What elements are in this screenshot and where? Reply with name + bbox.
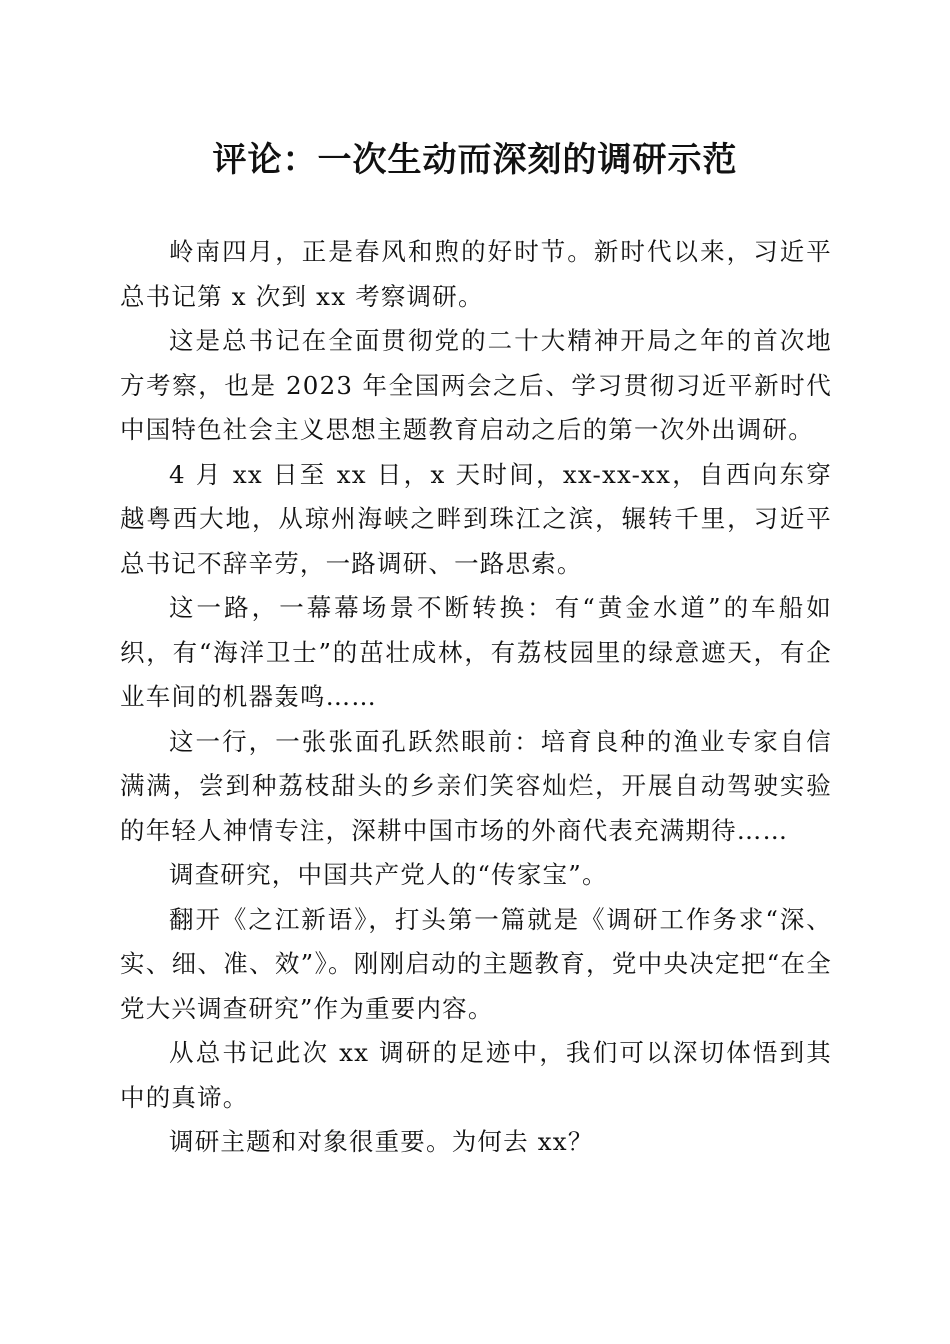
paragraph: 这一行，一张张面孔跃然眼前：培育良种的渔业专家自信满满，尝到种荔枝甜头的乡亲们笑容灿烂，开展自动驾驶实验的年轻人神情专注，深耕中国市场的外商代表充满期待…… [120, 726, 832, 845]
paragraph: 调查研究，中国共产党人的“传家宝”。 [169, 860, 608, 889]
paragraph: 这一路，一幕幕场景不断转换：有“黄金水道”的车船如织，有“海洋卫士”的茁壮成林，有荔枝园里的绿意遮天，有企业车间的机器轰鸣…… [120, 593, 832, 711]
document-title: 评论：一次生动而深刻的调研示范 [212, 140, 738, 180]
paragraph: 4 月 xx 日至 xx 日，x 天时间，xx-xx-xx，自西向东穿越粤西大地，从琼州海峡之畔到珠江之滨，辗转千里，习近平总书记不辞辛劳，一路调研、一路思索。 [120, 459, 832, 578]
paragraph: 调研主题和对象很重要。为何去 xx？ [169, 1127, 594, 1156]
paragraph: 这是总书记在全面贯彻党的二十大精神开局之年的首次地方考察，也是 2023 年全国两会之后、学习贯彻习近平新时代中国特色社会主义思想主题教育启动之后的第一次外出调研。 [120, 326, 832, 444]
paragraph: 翻开《之江新语》，打头第一篇就是《调研工作务求“深、实、细、准、效”》。刚刚启动的主题教育，党中央决定把“在全党大兴调查研究”作为重要内容。 [120, 904, 832, 1023]
document-body [120, 230, 832, 1165]
paragraph: 岭南四月，正是春风和煦的好时节。新时代以来，习近平总书记第 x 次到 xx 考察调研。 [120, 237, 832, 311]
paragraph: 从总书记此次 xx 调研的足迹中，我们可以深切体悟到其中的真谛。 [120, 1038, 832, 1112]
